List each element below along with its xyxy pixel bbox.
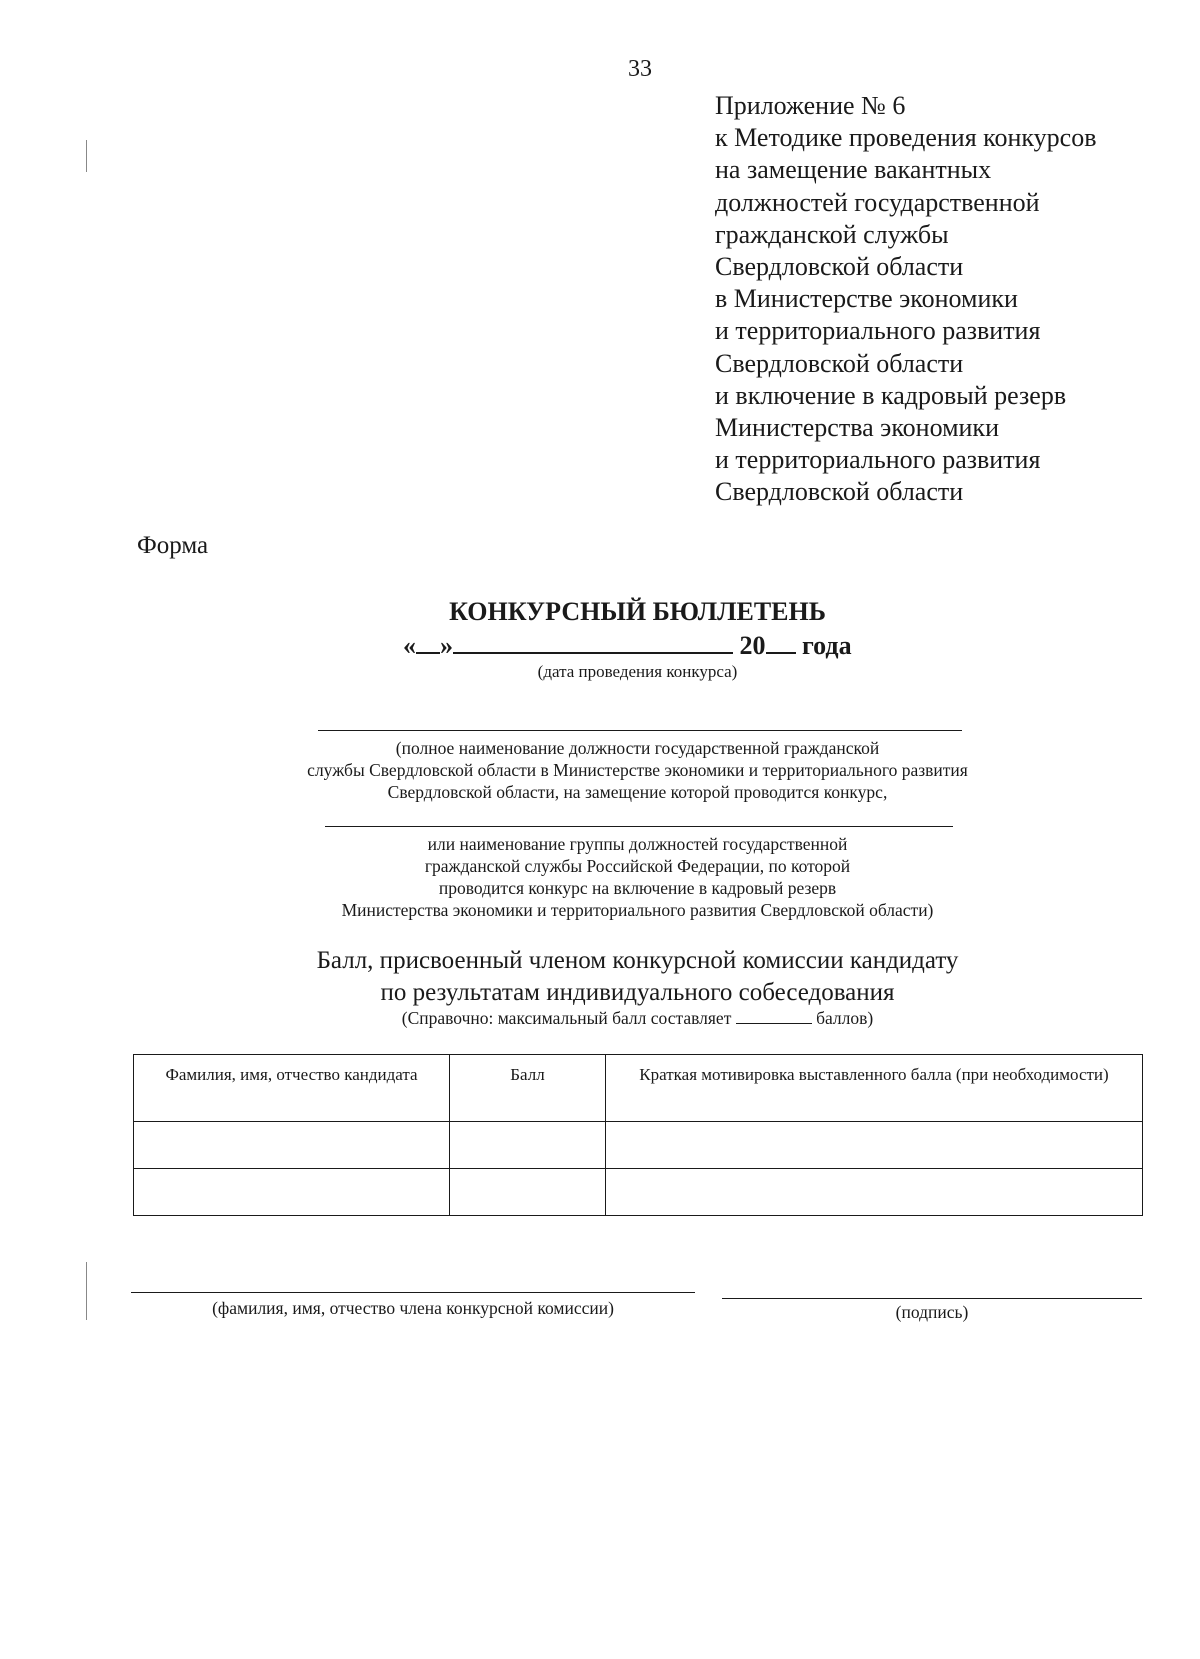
group-caption-line: гражданской службы Российской Федерации, по которой (424, 856, 851, 876)
table-row (134, 1122, 1143, 1169)
appendix-reference (715, 90, 1175, 509)
header-candidate-name: Фамилия, имя, отчество кандидата (134, 1055, 450, 1122)
candidate-name-cell[interactable] (134, 1122, 450, 1169)
appendix-line: к Методике проведения конкурсов (715, 123, 1097, 153)
max-score-reference (0, 1008, 1200, 1029)
scan-mark (86, 140, 87, 172)
score-cell[interactable] (450, 1169, 606, 1216)
position-name-line (318, 730, 962, 731)
appendix-line: и территориального развития (715, 445, 1041, 475)
day-blank (416, 632, 440, 654)
score-cell[interactable] (450, 1122, 606, 1169)
ballot-table (133, 1054, 1143, 1216)
reference-suffix: баллов) (816, 1008, 874, 1028)
appendix-line: Министерства экономики (715, 413, 999, 443)
date-close-quote: » (440, 631, 453, 660)
appendix-line: гражданской службы (715, 219, 949, 249)
signature-caption: (подпись) (895, 1302, 969, 1322)
document-title: КОНКУРСНЫЙ БЮЛЛЕТЕНЬ (449, 597, 826, 626)
candidate-name-cell[interactable] (134, 1169, 450, 1216)
appendix-line: Свердловской области (715, 477, 964, 507)
motivation-cell[interactable] (606, 1169, 1143, 1216)
signature-line (722, 1298, 1142, 1299)
position-caption-line: Свердловской области, на замещение которой проводится конкурс, (387, 782, 888, 802)
date-open-quote: « (403, 631, 416, 660)
appendix-line: Свердловской области (715, 348, 964, 378)
table-header-row (134, 1055, 1143, 1122)
appendix-line: и территориального развития (715, 316, 1041, 346)
position-caption-line: службы Свердловской области в Министерстве экономики и территориального развития (307, 760, 968, 780)
appendix-line: и включение в кадровый резерв (715, 380, 1067, 410)
max-score-blank (736, 1009, 812, 1024)
position-group-line (325, 826, 953, 827)
appendix-line: в Министерстве экономики (715, 284, 1018, 314)
appendix-line: Свердловской области (715, 252, 964, 282)
appendix-line: должностей государственной (715, 187, 1040, 217)
score-heading (0, 945, 1200, 1009)
form-label: Форма (137, 532, 209, 559)
header-motivation: Краткая мотивировка выставленного балла (при необходимости) (606, 1055, 1143, 1122)
date-caption: (дата проведения конкурса) (537, 662, 738, 681)
group-caption (0, 833, 1200, 921)
position-caption-line: (полное наименование должности государственной гражданской (395, 738, 880, 758)
group-caption-line: или наименование группы должностей государственной (427, 834, 848, 854)
year-blank (766, 632, 796, 654)
year-suffix: года (802, 631, 852, 660)
reference-prefix: (Справочно: максимальный балл составляет (401, 1008, 732, 1028)
table-row (134, 1169, 1143, 1216)
score-heading-line: Балл, присвоенный членом конкурсной комиссии кандидату (316, 947, 959, 974)
group-caption-line: Министерства экономики и территориального развития Свердловской области) (341, 900, 934, 920)
group-caption-line: проводится конкурс на включение в кадровый резерв (438, 878, 837, 898)
score-heading-line: по результатам индивидуального собеседования (380, 979, 895, 1006)
appendix-line: на замещение вакантных (715, 155, 992, 185)
page-number: 33 (628, 56, 652, 82)
month-blank (453, 632, 733, 654)
member-name-line (131, 1292, 695, 1293)
member-name-caption: (фамилия, имя, отчество члена конкурсной комиссии) (212, 1298, 614, 1318)
position-caption (0, 737, 1200, 803)
year-prefix: 20 (739, 631, 766, 660)
motivation-cell[interactable] (606, 1122, 1143, 1169)
scan-mark (86, 1262, 87, 1320)
header-score: Балл (450, 1055, 606, 1122)
appendix-line: Приложение № 6 (715, 91, 906, 120)
date-line (403, 631, 852, 661)
